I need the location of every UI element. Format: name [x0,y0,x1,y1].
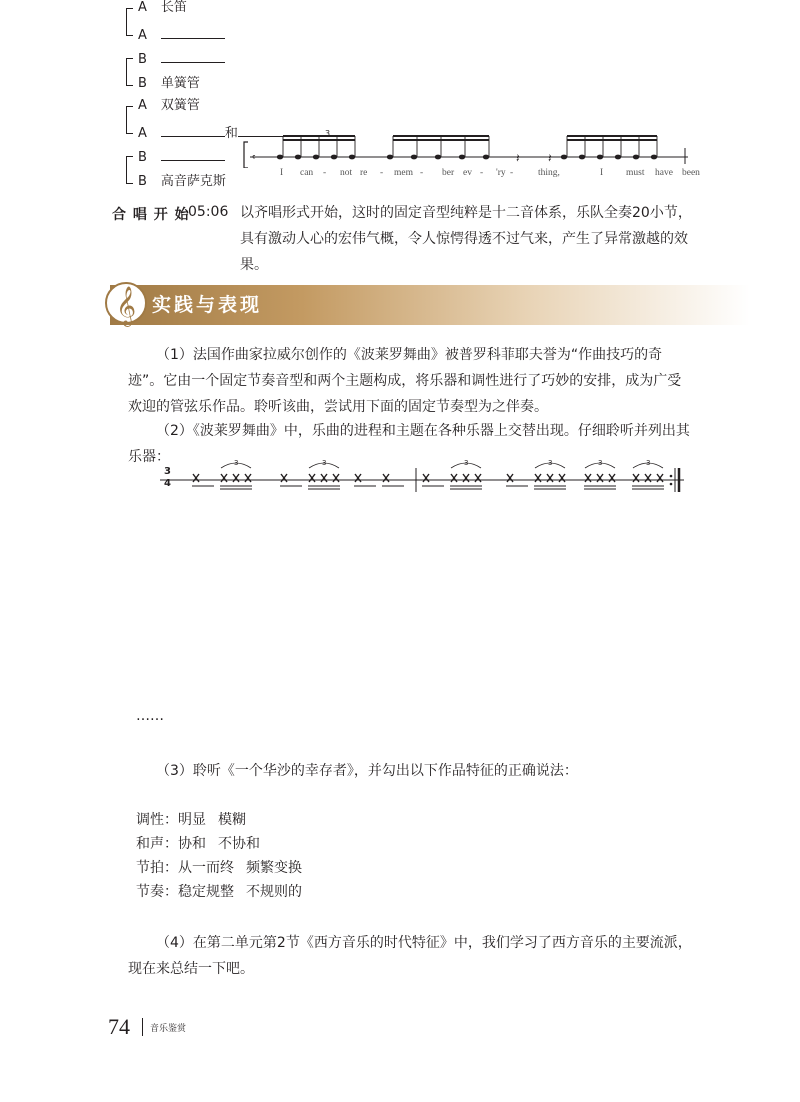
lyric-syllable: been [682,168,700,178]
ellipsis: …… [136,708,164,724]
feature-option[interactable]: 明显 [178,812,206,828]
score-note [561,136,567,159]
lyric-syllable: re [360,168,368,178]
lyric-syllable: not [340,168,353,178]
feature-option[interactable]: 从一而终 [178,860,234,876]
feature-option[interactable]: 不协和 [218,836,260,852]
feature-label: 调性： [136,812,178,828]
feature-row [136,808,246,832]
lyric-syllable: I [600,168,604,178]
x-notehead [233,474,239,482]
paragraph-3: （3）聆听《一个华沙的幸存者》，并勾出以下作品特征的正确说法： [156,763,578,779]
instrument-name: 双簧管 [160,98,200,113]
theme-label: B [138,52,147,67]
rest-symbol: 𝄽 [516,151,520,165]
feature-option[interactable]: 不规则的 [246,884,302,900]
x-notehead [355,474,361,482]
feature-row [136,856,302,880]
triplet-number: 3 [234,459,239,467]
x-notehead [559,474,565,482]
instrument-row [138,26,225,44]
lyric-syllable: must [626,168,645,178]
score-excerpt [240,128,692,168]
x-notehead [597,474,603,482]
lyric-syllable: - [380,168,384,178]
group-bracket [126,8,133,36]
triplet-number: 3 [646,459,651,467]
page-number: 74 [108,1014,130,1039]
time-sig-bottom: 4 [164,478,171,489]
theme-label: B [138,150,147,165]
lyric-syllable: 'ry [496,168,506,178]
feature-option[interactable]: 频繁变换 [246,860,302,876]
answer-blank[interactable] [161,26,225,39]
rhythm-score [160,452,690,498]
feature-option[interactable]: 协和 [178,836,206,852]
theme-label: A [138,0,147,15]
instrument-row [138,174,226,190]
paragraph-4: （4）在第二单元第2节《西方音乐的时代特征》中，我们学习了西方音乐的主要流派，现在来总结一下吧。 [128,935,692,977]
feature-option[interactable]: 稳定规整 [178,884,234,900]
answer-blank[interactable] [161,148,225,161]
x-notehead [633,474,639,482]
rest-symbol: 𝄽 [548,151,552,165]
section-title: 实践与表现 [152,294,263,316]
lyric-syllable: can [300,168,314,178]
x-notehead [463,474,469,482]
choir-entry-description: 以齐唱形式开始，这时的固定音型纯粹是十二音体系，乐队全奏20小节，具有激动人心的宏伟气概，令人惊愕得透不过气来，产生了异常激越的效果。 [240,205,692,273]
x-notehead [383,474,389,482]
x-notehead [535,474,541,482]
paragraph-1: （1）法国作曲家拉威尔创作的《波莱罗舞曲》被普罗科菲耶夫誉为“作曲技巧的奇迹”。它由一个固定节奏音型和两个主题构成，将乐器和调性进行了巧妙的安排，成为广受欢迎的管弦乐作品。聆听该曲，尝试用下面的固定节奏型为之伴奏。 [128,347,682,415]
lyric-syllable: ev [463,168,472,178]
feature-label: 节拍： [136,860,178,876]
x-notehead [451,474,457,482]
svg-text:𝄞: 𝄞 [115,286,137,326]
answer-blank[interactable] [161,124,225,137]
triplet-number: 3 [322,459,327,467]
instrument-row [138,0,187,16]
x-notehead [645,474,651,482]
x-notehead [281,474,287,482]
x-notehead [333,474,339,482]
lyric-syllable: - [420,168,424,178]
theme-label: B [138,174,147,189]
x-notehead [657,474,663,482]
choir-entry-label: 合 唱 开 始 [112,207,190,223]
lyric-syllable: - [480,168,484,178]
treble-clef-icon [104,277,148,329]
x-notehead [609,474,615,482]
x-notehead [423,474,429,482]
x-notehead [547,474,553,482]
lyric-syllable: - [510,168,514,178]
x-notehead [585,474,591,482]
instrument-name: 单簧管 [160,76,200,91]
answer-blank[interactable] [161,50,225,63]
group-bracket [126,106,133,134]
theme-label: A [138,28,147,43]
x-notehead [221,474,227,482]
lyric-syllable: have [655,168,673,178]
theme-label: B [138,76,147,91]
score-note [387,136,393,159]
instrument-row [138,76,200,92]
x-notehead [475,474,481,482]
theme-label: A [138,126,147,141]
paragraph-2: （2）《波莱罗舞曲》中，乐曲的进程和主题在各种乐器上交替出现。仔细聆听并列出其乐器： [128,423,690,465]
choir-entry-time: 05:06 [188,204,229,220]
book-name: 音乐鉴赏 [150,1024,187,1034]
x-notehead [321,474,327,482]
theme-label: A [138,98,147,113]
triplet-number: 3 [325,129,331,138]
svg-text:𝄴: 𝄴 [252,153,256,162]
x-notehead [245,474,251,482]
lyric-syllable: ber [442,168,455,178]
feature-option[interactable]: 模糊 [218,812,246,828]
triplet-number: 3 [598,459,603,467]
lyric-syllable: thing, [538,168,560,178]
lyric-syllable: mem [394,168,413,178]
instrument-name: 长笛 [160,0,187,15]
instrument-row [138,50,225,68]
feature-label: 节奏： [136,884,178,900]
x-notehead [193,474,199,482]
instrument-row [138,148,225,166]
feature-row [136,880,302,904]
instrument-row [138,98,200,114]
triplet-number: 3 [548,459,553,467]
triplet-number: 3 [464,459,469,467]
group-bracket [126,156,133,184]
lyric-syllable: - [323,168,327,178]
instrument-name: 高音萨克斯 [160,174,226,189]
x-notehead [309,474,315,482]
time-sig-top: 3 [164,466,171,477]
instrument-name: 和 [224,126,238,141]
x-notehead [507,474,513,482]
lyric-syllable: I [280,168,284,178]
footer-divider [142,1018,143,1036]
instrument-row [138,124,302,142]
feature-label: 和声： [136,836,178,852]
feature-row [136,832,260,856]
group-bracket [126,58,133,86]
answer-blank[interactable] [238,124,302,137]
